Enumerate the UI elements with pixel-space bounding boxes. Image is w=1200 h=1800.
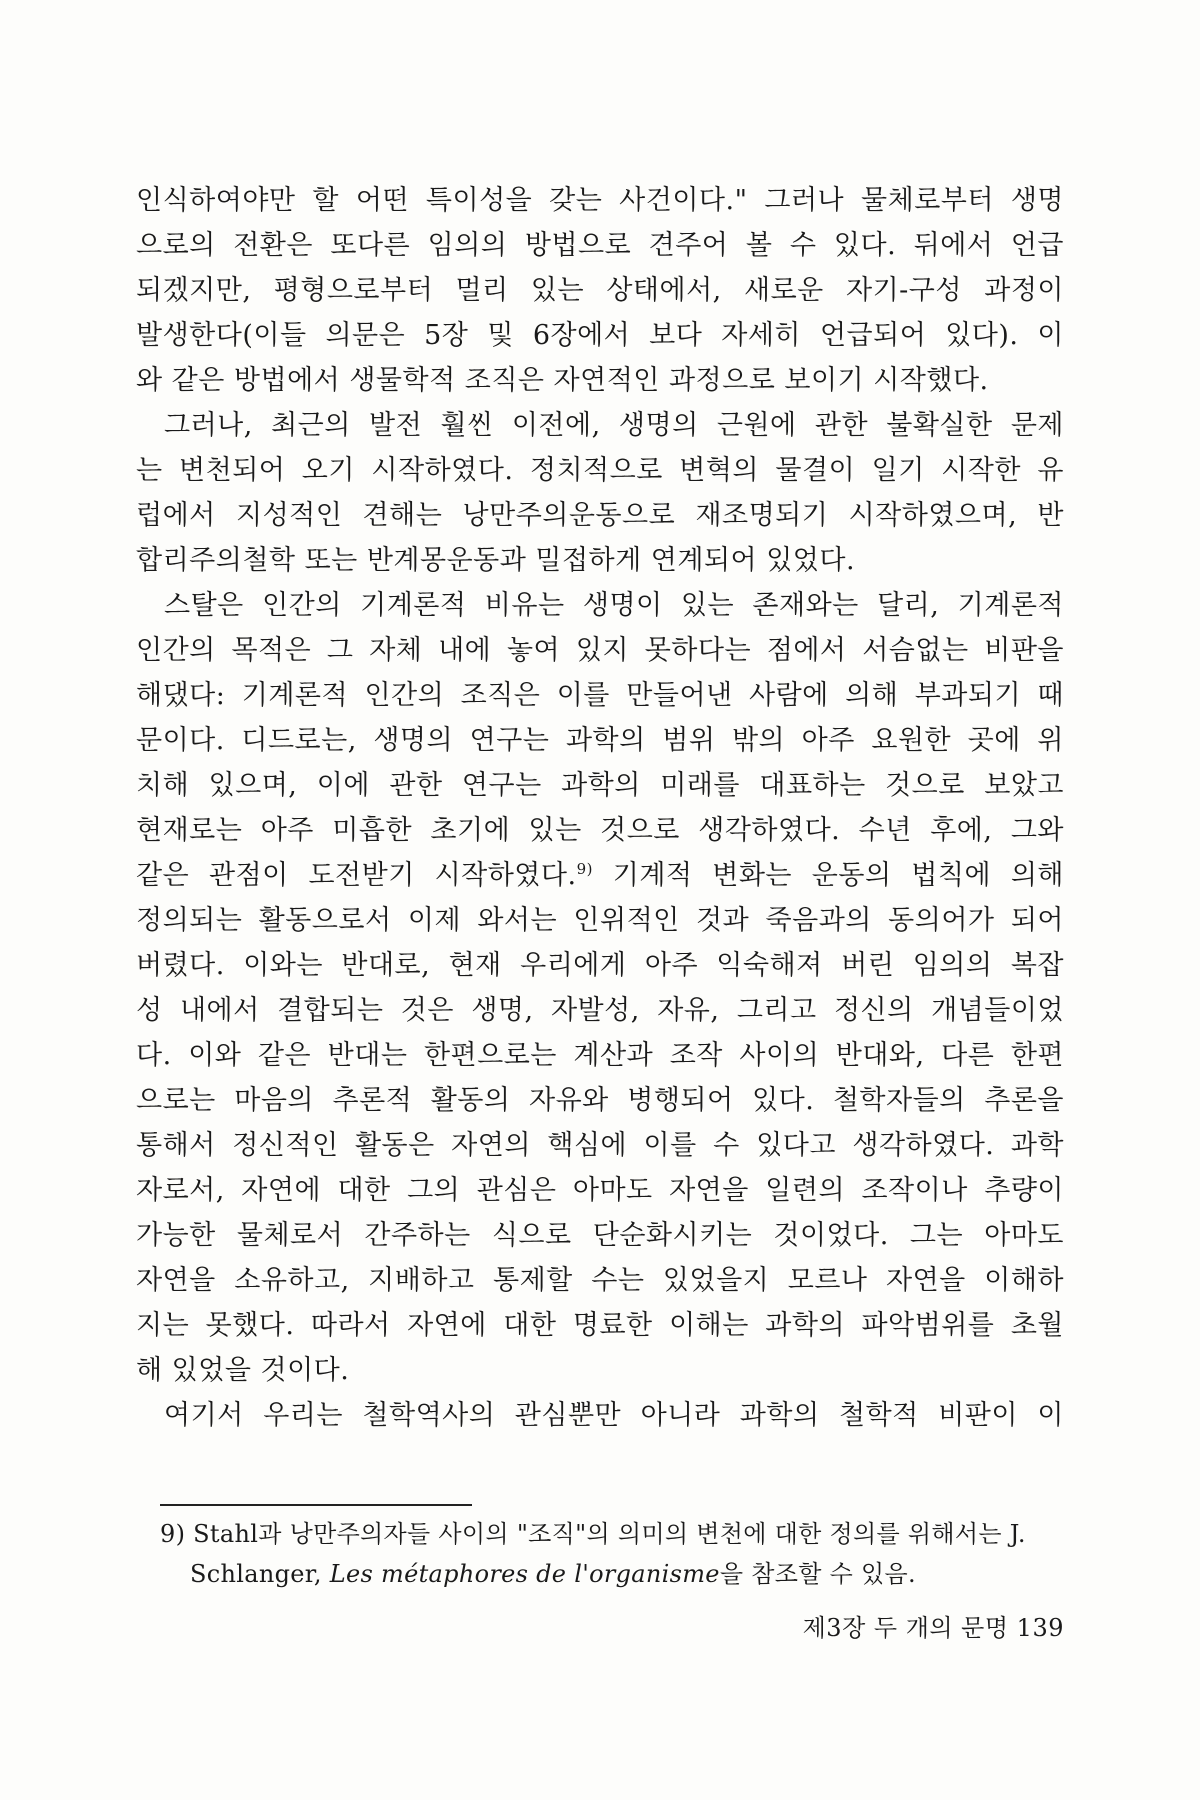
footnote-line <box>160 1554 1064 1594</box>
body-line: 여기서 우리는 철학역사의 관심뿐만 아니라 과학의 철학적 비판이 이 <box>164 1400 1064 1431</box>
footnote-reference: 9) <box>576 860 593 878</box>
body-line: 으로는 마음의 추론적 활동의 자유와 병행되어 있다. 철학자들의 추론을 <box>136 1085 1064 1116</box>
body-line: 버렸다. 이와는 반대로, 현재 우리에게 아주 익숙해져 버린 임의의 복잡 <box>136 950 1064 981</box>
body-line: 해댔다: 기계론적 인간의 조직은 이를 만들어낸 사람에 의해 부과되기 때 <box>136 680 1064 711</box>
body-line: 자연을 소유하고, 지배하고 통제할 수는 있었을지 모르나 자연을 이해하 <box>136 1265 1064 1296</box>
body-line: 스탈은 인간의 기계론적 비유는 생명이 있는 존재와는 달리, 기계론적 <box>164 590 1064 621</box>
body-line: 다. 이와 같은 반대는 한편으로는 계산과 조작 사이의 반대와, 다른 한편 <box>136 1040 1064 1071</box>
body-line: 되겠지만, 평형으로부터 멀리 있는 상태에서, 새로운 자기-구성 과정이 <box>136 275 1064 306</box>
body-text <box>136 178 1064 1438</box>
body-line: 통해서 정신적인 활동은 자연의 핵심에 이를 수 있다고 생각하였다. 과학 <box>136 1130 1064 1161</box>
body-line: 지는 못했다. 따라서 자연에 대한 명료한 이해는 과학의 파악범위를 초월 <box>136 1310 1064 1341</box>
body-line: 그러나, 최근의 발전 훨씬 이전에, 생명의 근원에 관한 불확실한 문제 <box>164 410 1064 441</box>
running-footer-page-number: 제3장 두 개의 문명 139 <box>802 1614 1064 1642</box>
body-line-text: 같은 관점이 도전받기 시작하였다. <box>136 860 577 891</box>
body-line: 인식하여야만 할 어떤 특이성을 갖는 사건이다." 그러나 물체로부터 생명 <box>136 185 1064 216</box>
body-line: 발생한다(이들 의문은 5장 및 6장에서 보다 자세히 언급되어 있다). 이 <box>136 320 1064 351</box>
body-line: 문이다. 디드로는, 생명의 연구는 과학의 범위 밖의 아주 요원한 곳에 위 <box>136 725 1064 756</box>
body-line-text: 기계적 변화는 운동의 법칙에 의해 <box>592 860 1064 891</box>
body-line: 럽에서 지성적인 견해는 낭만주의운동으로 재조명되기 시작하였으며, 반 <box>136 500 1064 531</box>
footnote-line: 9) Stahl과 낭만주의자들 사이의 "조직"의 의미의 변천에 대한 정의를 위해서는 J. <box>160 1520 1026 1548</box>
body-line: 인간의 목적은 그 자체 내에 놓여 있지 못하다는 점에서 서슴없는 비판을 <box>136 635 1064 666</box>
body-line: 현재로는 아주 미흡한 초기에 있는 것으로 생각하였다. 수년 후에, 그와 <box>136 815 1064 846</box>
body-line: 치해 있으며, 이에 관한 연구는 과학의 미래를 대표하는 것으로 보았고 <box>136 770 1064 801</box>
body-line-with-footnote-ref <box>136 853 1064 898</box>
body-line: 가능한 물체로서 간주하는 식으로 단순화시키는 것이었다. 그는 아마도 <box>136 1220 1064 1251</box>
footnote-text: 을 참조할 수 있음. <box>719 1560 916 1588</box>
body-line: 는 변천되어 오기 시작하였다. 정치적으로 변혁의 물결이 일기 시작한 유 <box>136 455 1064 486</box>
body-line: 으로의 전환은 또다른 임의의 방법으로 견주어 볼 수 있다. 뒤에서 언급 <box>136 230 1064 261</box>
body-line: 자로서, 자연에 대한 그의 관심은 아마도 자연을 일련의 조작이나 추량이 <box>136 1175 1064 1206</box>
footnote-divider <box>160 1504 472 1506</box>
footnote <box>160 1514 1064 1594</box>
body-line: 정의되는 활동으로서 이제 와서는 인위적인 것과 죽음과의 동의어가 되어 <box>136 905 1064 936</box>
footnote-text: Schlanger, <box>190 1560 330 1588</box>
body-line: 합리주의철학 또는 반계몽운동과 밀접하게 연계되어 있었다. <box>136 545 856 576</box>
body-line: 해 있었을 것이다. <box>136 1355 350 1386</box>
body-line: 와 같은 방법에서 생물학적 조직은 자연적인 과정으로 보이기 시작했다. <box>136 365 989 396</box>
cited-title: Les métaphores de l'organisme <box>329 1560 720 1588</box>
body-line: 성 내에서 결합되는 것은 생명, 자발성, 자유, 그리고 정신의 개념들이었 <box>136 995 1064 1026</box>
